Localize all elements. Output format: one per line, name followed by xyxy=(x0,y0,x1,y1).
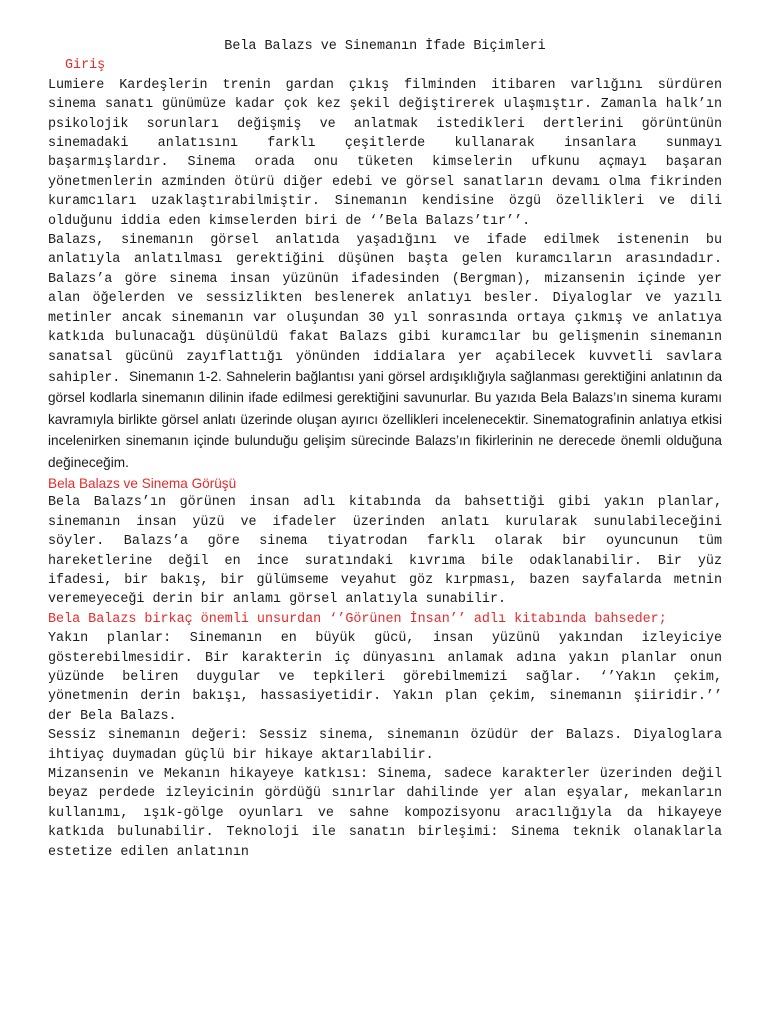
balazs-paragraph-part2: Sinemanın 1-2. Sahnelerin bağlantısı yani görsel ardışıklığıyla sağlanması gerektiğini anlatının da görsel kodlarla sinemanın dilinin ifade edilmesi gerektiğini savunurlar. Bu yazıda Bela Balazs’ın sinema kuramı kavramıyla birlikte görsel anlatı üzerinde oluşan ayırıcı özellikleri incelenecektir. Sinematografinin anlatıya etkisi incelenirken sinemanın içinde bulunduğu gelişim sürecinde Balazs’ın fikirlerinin ne derecede önemli olduğuna değineceğim. xyxy=(48,368,723,470)
intro-paragraph: Lumiere Kardeşlerin trenin gardan çıkış filminden itibaren varlığını sürdüren sinema sanatı günümüze kadar çok kez şekil değiştirerek ulaşmıştır. Zamanla halk’ın psikolojik sorunları değişmiş ve anlatmak istedikleri dertlerini görüntünün sinemadaki anlatısını farklı çeşitlerde kullanarak insanlara sunmayı başarmışlardır. Sinema orada onu tüketen kimselerin ufkunu açmayı başaran yönetmenlerin azminden ötürü diğer edebi ve görsel sanatların devamı olma fikrinden kuramcıları uzaklaştırabilmiştir. Sinemanın kendisine özgü özellikleri ve dili olduğunu iddia eden kimselerden biri de ‘’Bela Balazs’tır’’. xyxy=(48,77,722,229)
heading-intro: Giriş xyxy=(65,58,106,74)
view-paragraph: Bela Balazs’ın görünen insan adlı kitabında da bahsettiği gibi yakın planlar, sinemanın insan yüzü ve ifadeler üzerinden anlatı kurularak sunulabileceğini söyler. Balazs’a göre sinema tiyatrodan farklı olarak bir oyuncunun tüm hareketlerine değil en ince suratındaki kıvrıma bile odaklanabilir. Bir yüz ifadesi, bir bakış, bir gülümseme veyahut göz kırpması, bazen sayfalarda metnin veremeyeceği derin bir anlamı görsel anlatıyla sunabilir. xyxy=(48,495,722,608)
heading-view: Bela Balazs ve Sinema Görüşü xyxy=(48,475,237,491)
balazs-paragraph xyxy=(48,231,722,474)
document-page xyxy=(48,37,722,862)
document-title: Bela Balazs ve Sinemanın İfade Biçimleri xyxy=(224,39,546,54)
closeup-paragraph: Yakın planlar: Sinemanın en büyük gücü, insan yüzünü yakından izleyiciye gösterebilmesidir. Bir karakterin iç dünyasını anlamak adına yakın planlar onun yüzünde beliren duygular ve tepkileri görebilmemizi sağlar. ‘’Yakın çekim, yönetmenin derin bakışı, hassasiyetidir. Yakın plan çekim, sinemanın şiiridir.’’ der Bela Balazs. xyxy=(48,631,722,724)
mise-paragraph: Mizansenin ve Mekanın hikayeye katkısı: Sinema, sadece karakterler üzerinden değil beyaz perdede izleyicinin gördüğü sınırlar dahilinde yer alan eşyalar, mekanların kullanımı, ışık-gölge oyunları ve sahne kompozisyonu aracılığıyla da hikayeye katkıda bulunabilir. Teknoloji ile sanatın birleşimi: Sinema teknik olanaklarla estetize edilen anlatının xyxy=(48,767,722,860)
heading-elements: Bela Balazs birkaç önemli unsurdan ‘’Görünen İnsan’’ adlı kitabında bahseder; xyxy=(48,611,667,627)
silent-paragraph: Sessiz sinemanın değeri: Sessiz sinema, sinemanın özüdür der Balazs. Diyaloglara ihtiyaç duymadan güçlü bir hikaye aktarılabilir. xyxy=(48,728,722,763)
balazs-paragraph-part1: Balazs, sinemanın görsel anlatıda yaşadığını ve ifade edilmek istenenin bu anlatıyla anlatılması gerektiğini düşünen başta gelen kuramcıların arasındadır. Balazs’a göre sinema insan yüzünün ifadesinden (Bergman), mizansenin içinde yer alan öğelerden ve sessizlikten beslenerek anlatıyı besler. Diyaloglar ve yazılı metinler ancak sinemanın var oluşundan 30 yıl sonrasında ortaya çıkmış ve anlatıya katkıda bulunacağı düşünüldü fakat Balazs gibi kuramcılar bu gelişmenin sinemanın sanatsal gücünü zayıflattığı yönünden iddialara yer açabilecek kuvvetli savlara sahipler. xyxy=(48,233,722,386)
